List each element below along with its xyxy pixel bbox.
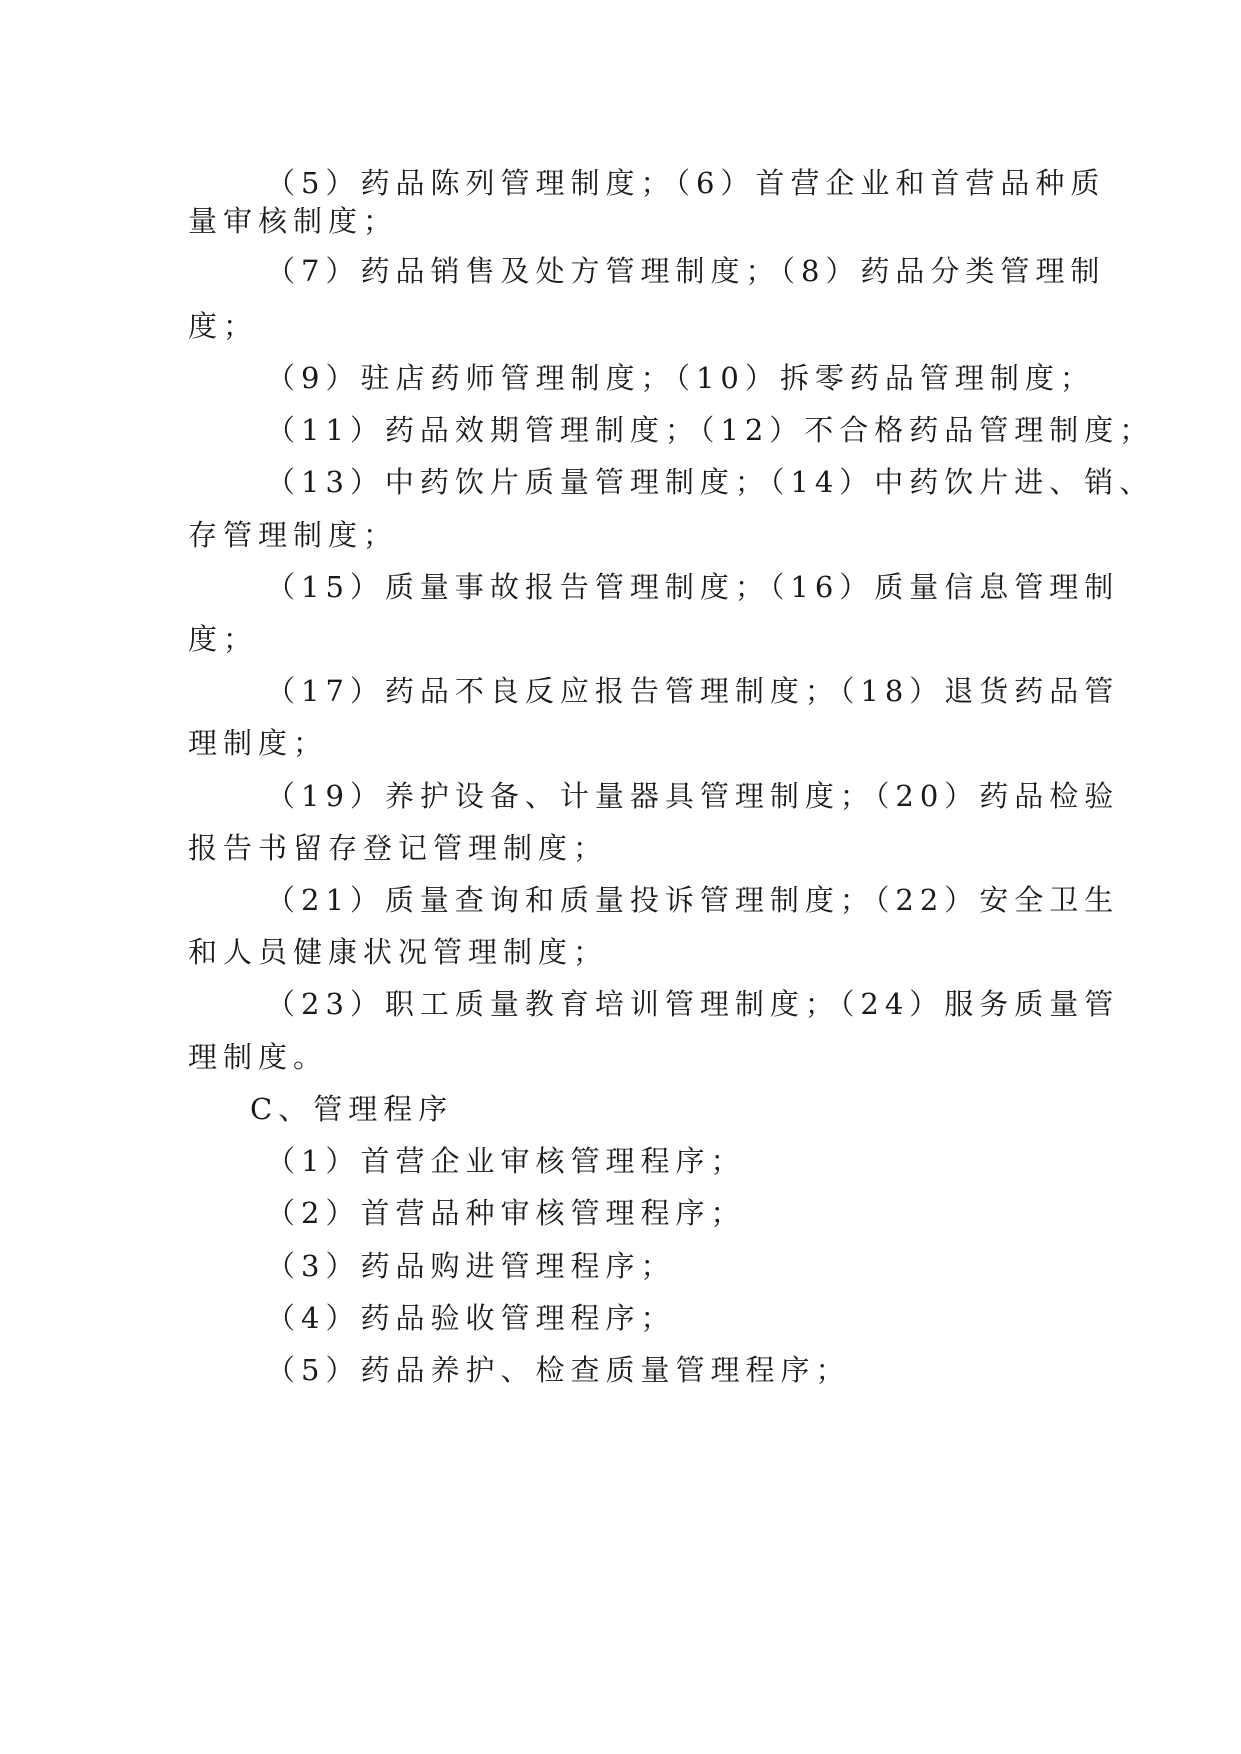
section-heading: C、管理程序 [250, 1092, 454, 1126]
text-line: 存管理制度； [188, 518, 399, 552]
text-line: （7）药品销售及处方管理制度；（8）药品分类管理制 [266, 254, 1106, 288]
text-line: （5）药品陈列管理制度；（6）首营企业和首营品种质 [266, 166, 1106, 200]
text-line: （9）驻店药师管理制度；（10）拆零药品管理制度； [266, 361, 1095, 395]
text-line: （5）药品养护、检查质量管理程序； [266, 1353, 851, 1387]
text-line: （23）职工质量教育培训管理制度；（24）服务质量管 [266, 987, 1120, 1021]
text-line: （4）药品验收管理程序； [266, 1301, 676, 1335]
text-line: 量审核制度； [188, 204, 399, 238]
text-line: 度； [188, 622, 259, 656]
text-line: 度； [188, 309, 259, 343]
text-line: 理制度。 [188, 1040, 329, 1074]
text-line: （11）药品效期管理制度；（12）不合格药品管理制度； [266, 413, 1155, 447]
text-line: （19）养护设备、计量器具管理制度；（20）药品检验 [266, 779, 1120, 813]
text-line: （21）质量查询和质量投诉管理制度；（22）安全卫生 [266, 883, 1120, 917]
text-line: 理制度； [188, 726, 329, 760]
text-line: （15）质量事故报告管理制度；（16）质量信息管理制 [266, 570, 1120, 604]
text-line: （17）药品不良反应报告管理制度；（18）退货药品管 [266, 674, 1120, 708]
text-line: （2）首营品种审核管理程序； [266, 1196, 746, 1230]
text-line: 和人员健康状况管理制度； [188, 935, 609, 969]
text-line: 报告书留存登记管理制度； [188, 831, 609, 865]
text-line: （1）首营企业审核管理程序； [266, 1144, 746, 1178]
text-line: （13）中药饮片质量管理制度；（14）中药饮片进、销、 [266, 465, 1155, 499]
text-line: （3）药品购进管理程序； [266, 1249, 676, 1283]
